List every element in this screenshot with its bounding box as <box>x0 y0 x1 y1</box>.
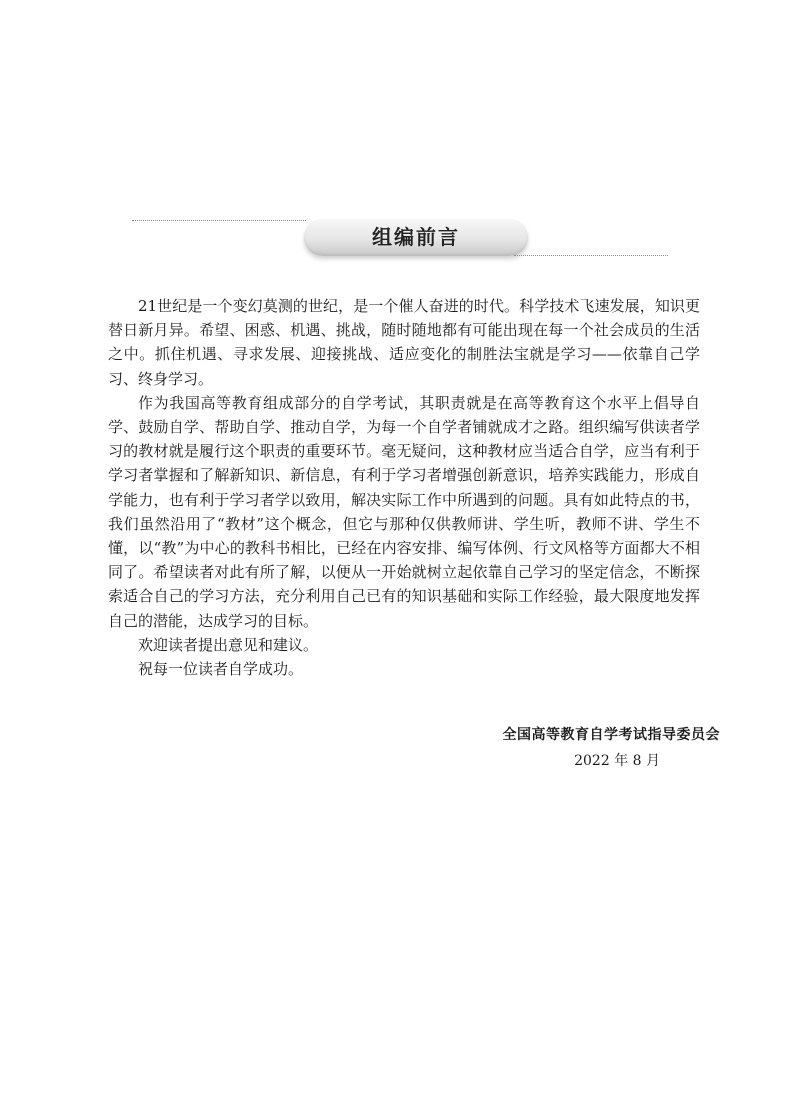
preface-header <box>0 0 800 300</box>
page-title: 组编前言 <box>372 225 460 249</box>
signature-date: 2022 年 8 月 <box>574 753 660 769</box>
paragraph: 21世纪是一个变幻莫测的世纪，是一个催人奋进的时代。科学技术飞速发展，知识更替日新月异。希望、困惑、机遇、挑战，随时随地都有可能出现在每一个社会成员的生活之中。抓住机遇、寻求发展、迎接挑战、适应变化的制胜法宝就是学习——依靠自己学习、终身学习。 <box>108 297 700 388</box>
signature-organization: 全国高等教育自学考试指导委员会 <box>502 727 720 743</box>
header-dotted-rule-right <box>514 255 668 256</box>
preface-body <box>108 294 700 681</box>
paragraph: 欢迎读者提出意见和建议。 <box>138 635 319 654</box>
paragraph: 作为我国高等教育组成部分的自学考试，其职责就是在高等教育这个水平上倡导自学、鼓励自学、帮助自学、推动自学，为每一个自学者铺就成才之路。组织编写供读者学习的教材就是履行这个职责的重要环节。毫无疑问，这种教材应当适合自学，应当有利于学习者掌握和了解新知识、新信息，有利于学习者增强创新意识，培养实践能力，形成自学能力，也有利于学习者学以致用，解决实际工作中所遇到的问题。具有如此特点的书，我们虽然沿用了“教材”这个概念，但它与那种仅供教师讲、学生听，教师不讲、学生不懂，以“教”为中心的教科书相比，已经在内容安排、编写体例、行文风格等方面都大不相同了。希望读者对此有所了解，以便从一开始就树立起依靠自己学习的坚定信念，不断探索适合自己的学习方法，充分利用自己已有的知识基础和实际工作经验，最大限度地发挥自己的潜能，达成学习的目标。 <box>108 393 700 630</box>
paragraph: 祝每一位读者自学成功。 <box>138 660 304 679</box>
signature-block <box>503 722 721 774</box>
header-dotted-rule-left <box>132 220 306 221</box>
